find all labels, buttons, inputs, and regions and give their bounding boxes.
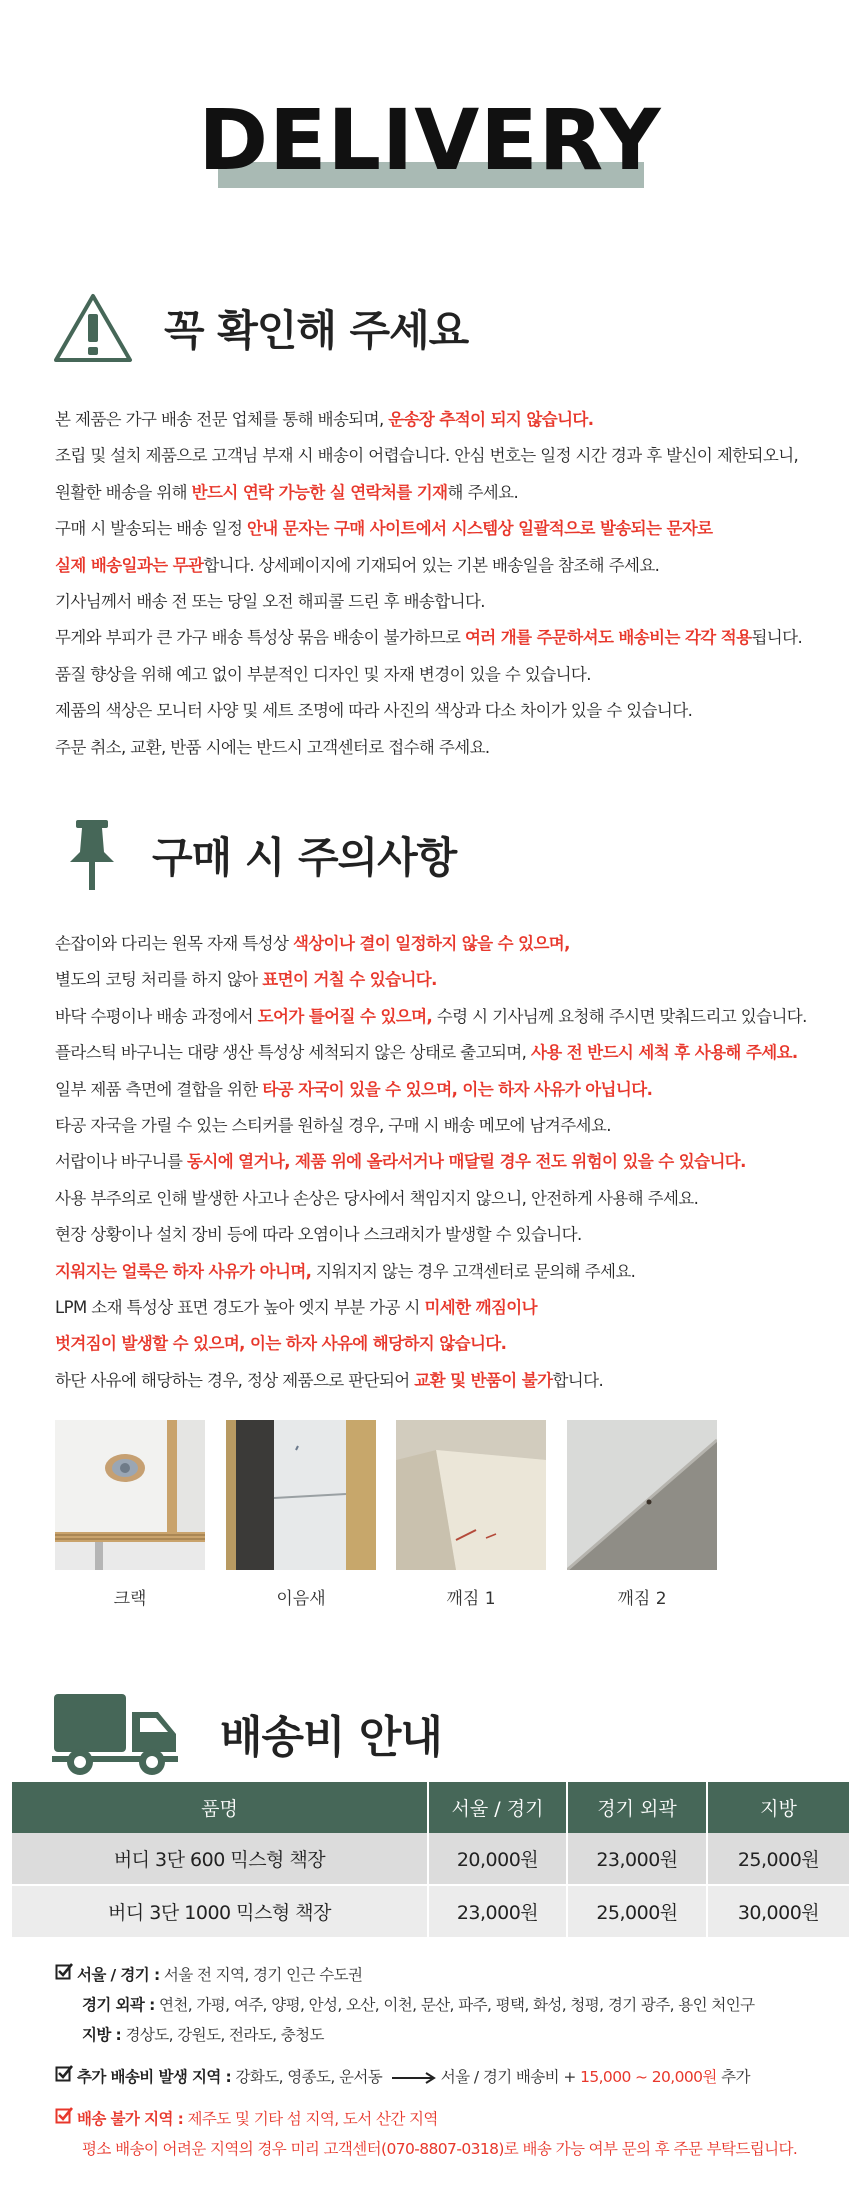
text-line [55, 1035, 835, 1071]
note-no-delivery: 배송 불가 지역 : 제주도 및 기타 섬 지역, 도서 산간 지역 [55, 2104, 845, 2134]
body-text: 일부 제품 측면에 결합을 위한 [55, 1079, 263, 1099]
body-text: 구매 시 발송되는 배송 일정 [55, 519, 247, 539]
body-text: 수령 시 기사님께 요청해 주시면 맞춰드리고 있습니다. [432, 1006, 807, 1026]
text-line [55, 1363, 835, 1399]
text-line [55, 584, 835, 620]
body-text: 제품의 색상은 모니터 사양 및 세트 조명에 따라 사진의 색상과 다소 차이가 있을 수 있습니다. [55, 701, 693, 721]
table-row [12, 1833, 849, 1885]
pushpin-icon [62, 818, 122, 892]
chip-2-image [567, 1420, 717, 1570]
note-seoul: 서울 / 경기 : 서울 전 지역, 경기 인근 수도권 [55, 1960, 845, 1990]
text-line [55, 438, 835, 474]
text-line [55, 1144, 835, 1180]
text-line [55, 1181, 835, 1217]
body-text: 별도의 코팅 처리를 하지 않아 [55, 970, 263, 990]
text-line [55, 730, 835, 766]
body-text: 됩니다. [751, 628, 803, 648]
text-line [55, 1290, 835, 1326]
delivery-header [0, 90, 860, 190]
section-notice-head [52, 292, 468, 364]
body-text: 플라스틱 바구니는 대량 생산 특성상 세척되지 않은 상태로 출고되며, [55, 1043, 531, 1063]
highlight-text: 안내 문자는 구매 사이트에서 시스템상 일괄적으로 발송되는 문자로 [246, 519, 713, 539]
body-text: 서랍이나 바구니를 [55, 1152, 188, 1172]
body-text: 현장 상황이나 설치 장비 등에 따라 오염이나 스크래치가 발생할 수 있습니다. [55, 1225, 582, 1245]
text-line [55, 475, 835, 511]
section-shipping-head [52, 1690, 442, 1776]
text-line [55, 926, 835, 962]
highlight-text: 실제 배송일과는 무관 [55, 555, 204, 575]
text-line [55, 548, 835, 584]
photo-chip-2 [567, 1420, 717, 1609]
text-line [55, 511, 835, 547]
caution-paragraph [55, 926, 835, 1399]
section-caution-head [62, 818, 456, 892]
body-text: 하단 사유에 해당하는 경우, 정상 제품으로 판단되어 [55, 1370, 415, 1390]
highlight-text: 타공 자국이 있을 수 있으며, 이는 하자 사유가 아닙니다. [262, 1079, 653, 1099]
note-local: 지방 : 경상도, 강원도, 전라도, 충청도 [82, 2026, 324, 2044]
text-line [55, 1326, 835, 1362]
checkbox-icon [55, 2062, 77, 2092]
text-line [55, 962, 835, 998]
highlight-text: 여러 개를 주문하셔도 배송비는 각각 적용 [464, 628, 752, 648]
header-seoul: 서울 / 경기 [428, 1782, 567, 1833]
text-line [55, 1072, 835, 1108]
photo-caption: 깨짐 1 [446, 1589, 496, 1609]
text-line [55, 1108, 835, 1144]
photo-caption: 크랙 [113, 1589, 147, 1609]
body-text: 기사님께서 배송 전 또는 당일 오전 해피콜 드린 후 배송합니다. [55, 591, 485, 611]
photo-caption: 이음새 [276, 1589, 326, 1609]
body-text: 원활한 배송을 위해 [55, 482, 192, 502]
highlight-text: 운송장 추적이 되지 않습니다. [388, 410, 594, 429]
section-caution-title: 구매 시 주의사항 [152, 833, 457, 882]
text-line [55, 1217, 835, 1253]
checkbox-icon [55, 1960, 77, 1990]
product-name: 버디 3단 1000 믹스형 책장 [12, 1885, 428, 1937]
fee-local: 30,000원 [707, 1885, 849, 1937]
body-text: 타공 자국을 가릴 수 있는 스티커를 원하실 경우, 구매 시 배송 메모에 남겨주세요. [55, 1115, 611, 1135]
text-line [55, 620, 835, 656]
highlight-text: 벗겨짐이 발생할 수 있으며, 이는 하자 사유에 해당하지 않습니다. [55, 1334, 507, 1354]
body-text: 손잡이와 다리는 원목 자재 특성상 [55, 934, 293, 953]
highlight-text: 지워지는 얼룩은 하자 사유가 아니며, [55, 1261, 312, 1281]
header-product: 품명 [12, 1782, 428, 1833]
fee-outer: 23,000원 [567, 1833, 707, 1885]
fee-local: 25,000원 [707, 1833, 849, 1885]
highlight-text: 사용 전 반드시 세척 후 사용해 주세요. [530, 1043, 798, 1063]
region-notes [55, 1960, 845, 2164]
note-extra-fee: 추가 배송비 발생 지역 : 강화도, 영종도, 운서동 서울 / 경기 배송비 + 15,000 ~ 20,000원 추가 [55, 2062, 845, 2092]
body-text: 바닥 수평이나 배송 과정에서 [55, 1006, 258, 1026]
note-outer: 경기 외곽 : 연천, 가평, 여주, 양평, 안성, 오산, 이천, 문산, 파주, 평택, 화성, 청평, 경기 광주, 용인 처인구 [82, 1996, 755, 2014]
text-line [55, 402, 835, 438]
highlight-text: 표면이 거칠 수 있습니다. [262, 970, 437, 990]
body-text: 사용 부주의로 인해 발생한 사고나 손상은 당사에서 책임지지 않으니, 안전하게 사용해 주세요. [55, 1188, 699, 1208]
notice-paragraph [55, 402, 835, 766]
table-row [12, 1885, 849, 1937]
body-text: 품질 향상을 위해 예고 없이 부분적인 디자인 및 자재 변경이 있을 수 있습니다. [55, 664, 591, 684]
section-notice-title: 꼭 확인해 주세요 [164, 306, 469, 355]
page-title: DELIVERY [198, 91, 662, 189]
highlight-text: 반드시 연락 가능한 실 연락처를 기재 [191, 482, 448, 502]
photo-chip-1 [396, 1420, 546, 1609]
photo-crack [55, 1420, 205, 1609]
text-line [55, 999, 835, 1035]
text-line [55, 1254, 835, 1290]
body-text: 해 주세요. [447, 482, 519, 502]
highlight-text: 동시에 열거나, 제품 위에 올라서거나 매달릴 경우 전도 위험이 있을 수 있습니다. [187, 1152, 746, 1172]
warning-icon [52, 292, 134, 364]
highlight-text: 색상이나 결이 일정하지 않을 수 있으며, [292, 934, 570, 953]
truck-icon [52, 1690, 180, 1776]
body-text: 본 제품은 가구 배송 전문 업체를 통해 배송되며, [55, 410, 389, 429]
arrow-right-icon [392, 2072, 436, 2084]
fee-seoul: 23,000원 [428, 1885, 567, 1937]
highlight-text: 미세한 깨짐이나 [424, 1297, 537, 1317]
highlight-text: 도어가 틀어질 수 있으며, [257, 1006, 433, 1026]
highlight-text: 교환 및 반품이 불가 [414, 1370, 553, 1390]
body-text: 합니다. 상세페이지에 기재되어 있는 기본 배송일을 참조해 주세요. [203, 555, 660, 575]
shipping-fee-table [12, 1782, 849, 1937]
body-text: 주문 취소, 교환, 반품 시에는 반드시 고객센터로 접수해 주세요. [55, 737, 490, 757]
fee-seoul: 20,000원 [428, 1833, 567, 1885]
chip-1-image [396, 1420, 546, 1570]
seam-image [226, 1420, 376, 1570]
text-line [55, 657, 835, 693]
crack-image [55, 1420, 205, 1570]
header-outer: 경기 외곽 [567, 1782, 707, 1833]
photo-seam [226, 1420, 376, 1609]
body-text: 조립 및 설치 제품으로 고객님 부재 시 배송이 어렵습니다. 안심 번호는 일정 시간 경과 후 발신이 제한되오니, [55, 446, 799, 466]
checkbox-icon-red [55, 2104, 77, 2134]
fee-outer: 25,000원 [567, 1885, 707, 1937]
body-text: LPM 소재 특성상 표면 경도가 높아 엣지 부분 가공 시 [55, 1297, 425, 1317]
body-text: 지워지지 않는 경우 고객센터로 문의해 주세요. [311, 1261, 636, 1281]
note-no-delivery-detail: 평소 배송이 어려운 지역의 경우 미리 고객센터(070-8807-0318)로 배송 가능 여부 문의 후 주문 부탁드립니다. [82, 2140, 798, 2158]
section-shipping-title: 배송비 안내 [220, 1712, 442, 1763]
photo-caption: 깨짐 2 [617, 1589, 667, 1609]
text-line [55, 693, 835, 729]
body-text: 무게와 부피가 큰 가구 배송 특성상 묶음 배송이 불가하므로 [55, 628, 465, 648]
header-local: 지방 [707, 1782, 849, 1833]
product-name: 버디 3단 600 믹스형 책장 [12, 1833, 428, 1885]
body-text: 합니다. [552, 1370, 604, 1390]
